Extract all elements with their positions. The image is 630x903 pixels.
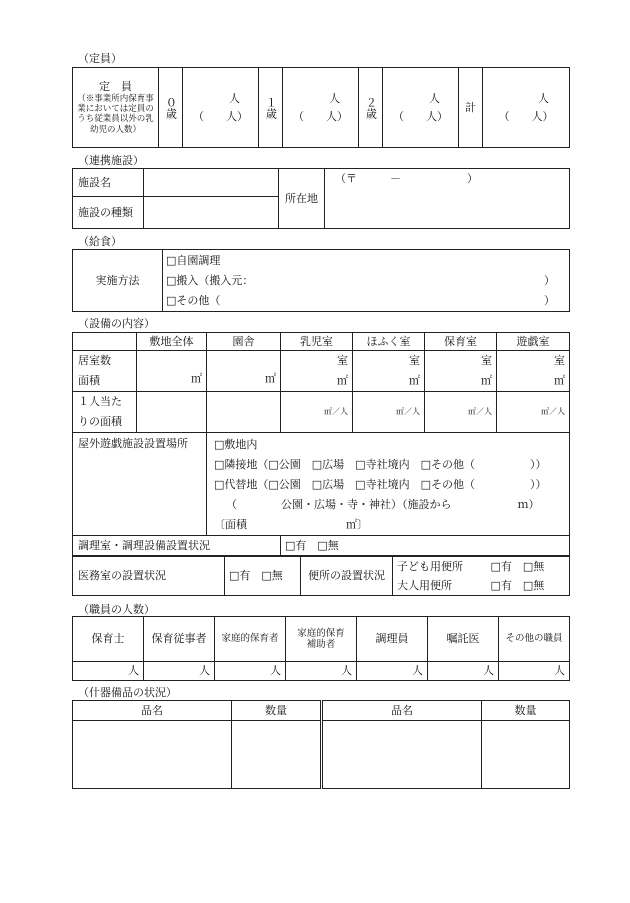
age1-unit: 人 xyxy=(329,91,340,105)
age1-paren-unit: （ 人） xyxy=(293,109,348,123)
equipment-per-person-label: １人当た りの面積 xyxy=(73,392,137,433)
staff-table xyxy=(72,616,570,681)
fixtures-item-left-input[interactable] xyxy=(73,721,232,789)
staff-count-childcare-worker[interactable]: 人 xyxy=(144,662,215,681)
staff-header-home-assistant: 家庭的保育補助者 xyxy=(286,617,357,662)
fixtures-table xyxy=(72,700,570,789)
equipment-header-infant: 乳児室 xyxy=(281,333,353,351)
fixtures-qty-right-input[interactable] xyxy=(482,721,570,789)
kitchen-label: 調理室・調理設備設置状況 xyxy=(73,536,281,556)
staff-header-cook: 調理員 xyxy=(357,617,428,662)
meals-option-delivery[interactable]: □搬入（搬入元： ） xyxy=(166,274,555,287)
play-room-cell[interactable]: 室 ㎡ xyxy=(497,351,570,392)
staff-header-doctor: 嘱託医 xyxy=(428,617,499,662)
toilet-yes-no xyxy=(489,557,570,596)
outdoor-area: 〔面積 ㎡〕 xyxy=(214,518,368,531)
facility-type-input[interactable] xyxy=(144,197,279,229)
infant-room-cell[interactable]: 室 ㎡ xyxy=(281,351,353,392)
facility-name-input[interactable] xyxy=(144,169,279,197)
staff-header-nursery-teacher: 保育士 xyxy=(73,617,144,662)
age2-unit: 人 xyxy=(429,91,440,105)
facility-postal: （〒 － ） xyxy=(335,172,478,185)
total-paren-unit: （ 人） xyxy=(498,109,554,123)
fixtures-header-qty-right: 数量 xyxy=(482,701,570,721)
meals-method-label: 実施方法 xyxy=(73,250,163,312)
fixtures-header-item-left: 品名 xyxy=(73,701,232,721)
fixtures-header-item-right: 品名 xyxy=(322,701,482,721)
staff-header-home-carer: 家庭的保育者 xyxy=(215,617,286,662)
section-facility-title: （連携施設） xyxy=(78,154,144,167)
staff-count-home-carer[interactable]: 人 xyxy=(215,662,286,681)
section-capacity-title: （定員） xyxy=(78,52,122,65)
building-per-person-cell xyxy=(207,392,281,433)
total-unit: 人 xyxy=(538,91,549,105)
capacity-label-cell xyxy=(73,68,159,148)
age0-unit: 人 xyxy=(229,91,240,105)
equipment-header-site: 敷地全体 xyxy=(137,333,207,351)
age2-value-cell xyxy=(383,68,459,148)
age1-value-cell xyxy=(283,68,359,148)
section-meals-title: （給食） xyxy=(78,235,122,248)
crawl-per-person-cell[interactable]: ㎡／人 xyxy=(353,392,425,433)
section-fixtures-title: （什器備品の状況） xyxy=(78,686,177,699)
building-area-cell[interactable]: ㎡ xyxy=(207,351,281,392)
equipment-corner xyxy=(73,333,137,351)
equipment-header-building: 園舎 xyxy=(207,333,281,351)
age0-paren-unit: （ 人） xyxy=(193,109,248,123)
meals-method-options xyxy=(163,250,570,312)
staff-count-cook[interactable]: 人 xyxy=(357,662,428,681)
age2-label: ２歳 xyxy=(359,68,383,148)
equipment-table xyxy=(72,332,570,556)
outdoor-option-adjacent[interactable]: □隣接地（□公園 □広場 □寺社境内 □その他（ ）） xyxy=(214,458,547,471)
nursery-per-person-cell[interactable]: ㎡／人 xyxy=(425,392,497,433)
adult-toilet-yes-no[interactable]: □有 □無 xyxy=(490,579,545,592)
meals-table xyxy=(72,249,570,312)
meals-option-self[interactable]: □自園調理 xyxy=(166,254,221,267)
crawl-room-cell[interactable]: 室 ㎡ xyxy=(353,351,425,392)
fixtures-item-right-input[interactable] xyxy=(322,721,482,789)
capacity-table xyxy=(72,67,570,148)
staff-count-nursery-teacher[interactable]: 人 xyxy=(73,662,144,681)
staff-count-doctor[interactable]: 人 xyxy=(428,662,499,681)
equipment-header-nursery: 保育室 xyxy=(425,333,497,351)
child-toilet-label: 子ども用便所 xyxy=(397,560,463,573)
outdoor-option-onsite[interactable]: □敷地内 xyxy=(214,438,258,451)
staff-header-childcare-worker: 保育従事者 xyxy=(144,617,215,662)
site-per-person-cell xyxy=(137,392,207,433)
medical-room-label: 医務室の設置状況 xyxy=(73,557,225,596)
nursery-room-cell[interactable]: 室 ㎡ xyxy=(425,351,497,392)
section-equipment-title: （設備の内容） xyxy=(78,317,155,330)
section-staff-title: （職員の人数） xyxy=(78,603,155,616)
staff-header-other: その他の職員 xyxy=(499,617,570,662)
adult-toilet-label: 大人用便所 xyxy=(397,579,452,592)
fixtures-qty-left-input[interactable] xyxy=(232,721,322,789)
facility-name-label: 施設名 xyxy=(73,169,144,197)
fixtures-header-qty-left: 数量 xyxy=(232,701,322,721)
age2-paren-unit: （ 人） xyxy=(393,109,448,123)
outdoor-detail: （ 公園・広場・寺・神社）（施設から ｍ） xyxy=(226,498,540,511)
toilet-label: 便所の設置状況 xyxy=(301,557,393,596)
equipment-rooms-area-label: 居室数 面積 xyxy=(73,351,137,392)
toilet-types xyxy=(393,557,489,596)
capacity-label-note: （※事業所内保育事業においては定員のうち従業員以外の乳幼児の人数） xyxy=(77,94,154,135)
outdoor-play-options xyxy=(207,433,570,536)
meals-option-other[interactable]: □その他（ ） xyxy=(166,294,555,307)
site-area-cell[interactable]: ㎡ xyxy=(137,351,207,392)
facility-location-label: 所在地 xyxy=(279,169,325,229)
facility-type-label: 施設の種類 xyxy=(73,197,144,229)
outdoor-option-alternate[interactable]: □代替地（□公園 □広場 □寺社境内 □その他（ ）） xyxy=(214,478,547,491)
outdoor-play-label: 屋外遊戯施設設置場所 xyxy=(73,433,207,536)
age0-label: ０歳 xyxy=(159,68,183,148)
staff-count-other[interactable]: 人 xyxy=(499,662,570,681)
medical-room-yes-no[interactable]: □有 □無 xyxy=(225,557,301,596)
equipment-header-play: 遊戯室 xyxy=(497,333,570,351)
equipment-header-crawl: ほふく室 xyxy=(353,333,425,351)
capacity-label-title: 定 員 xyxy=(99,80,132,94)
play-per-person-cell[interactable]: ㎡／人 xyxy=(497,392,570,433)
kitchen-yes-no[interactable]: □有 □無 xyxy=(281,536,570,556)
age0-value-cell xyxy=(183,68,259,148)
age1-label: １歳 xyxy=(259,68,283,148)
total-value-cell xyxy=(483,68,570,148)
total-label: 計 xyxy=(459,68,483,148)
child-toilet-yes-no[interactable]: □有 □無 xyxy=(490,560,545,573)
facility-table xyxy=(72,168,570,229)
facility-location-input[interactable] xyxy=(325,169,570,229)
staff-count-home-assistant[interactable]: 人 xyxy=(286,662,357,681)
medical-toilet-table xyxy=(72,556,570,596)
infant-per-person-cell[interactable]: ㎡／人 xyxy=(281,392,353,433)
